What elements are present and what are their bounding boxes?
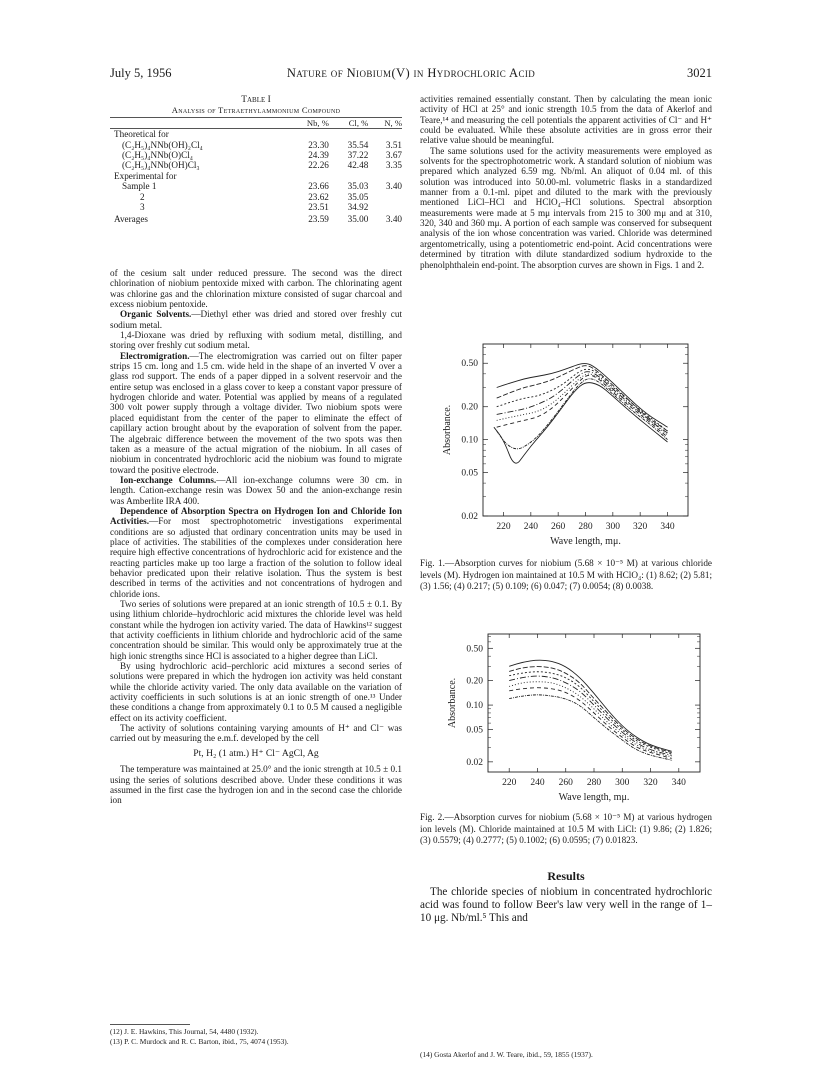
header-date: July 5, 1956 bbox=[110, 66, 172, 80]
series-line bbox=[509, 672, 672, 754]
plot-frame bbox=[488, 634, 700, 772]
x-tick-label: 300 bbox=[615, 778, 630, 788]
x-tick-label: 220 bbox=[496, 522, 511, 532]
row-label: 2 bbox=[140, 191, 145, 202]
footnote-13: (13) P. C. Murdock and R. C. Barton, ibid., 75, 4074 (1953). bbox=[110, 1037, 289, 1046]
row-label: Sample 1 bbox=[122, 181, 157, 192]
y-tick-label: 0.20 bbox=[466, 676, 483, 687]
y-tick-label: 0.10 bbox=[466, 701, 483, 712]
paragraph: of the cesium salt under reduced pressure. The second was the direct chlorination of niobium pentoxide mixed with carbon. The chlorinating agent was chlorine gas and the chlorination mixture consisted of sugar charcoal and excess niobium pentoxide. bbox=[110, 268, 402, 310]
cell-n: 3.40 bbox=[385, 181, 402, 192]
x-tick-label: 280 bbox=[586, 778, 602, 788]
right-column bbox=[420, 94, 712, 270]
footnote-rule bbox=[110, 1024, 190, 1025]
results-section bbox=[420, 886, 712, 926]
paragraph: 1,4-Dioxane was dried by refluxing with sodium metal, distilling, and storing over freshly cut sodium metal. bbox=[110, 330, 402, 351]
col-header-cl: Cl, % bbox=[348, 117, 369, 128]
cell-cl: 42.48 bbox=[347, 160, 369, 171]
paragraph: Ion-exchange Columns.—All ion-exchange columns were 30 cm. in length. Cation-exchange resin was Dowex 50 and the anion-exchange resin was Amberlite IRA 400. bbox=[110, 474, 402, 506]
cell-cl: 35.00 bbox=[347, 214, 369, 225]
table-1 bbox=[110, 95, 402, 225]
figure-1-caption: Fig. 1.—Absorption curves for niobium (5.68 × 10⁻⁵ M) at various chloride levels (M). Hydrogen ion maintained at 10.5 M with HClO₄: (1) 8.62; (2) 5.81; (3) 1.56; (4) 0.217; (5) 0.109; (6) 0.047; (7) 0.0054; (8) 0.0038. bbox=[420, 558, 712, 592]
cell-n: 3.51 bbox=[385, 139, 402, 150]
series-line bbox=[497, 379, 668, 449]
series-line bbox=[509, 688, 672, 759]
col-header-n: N, % bbox=[384, 117, 402, 128]
y-tick-label: 0.10 bbox=[461, 435, 478, 446]
col-header-nb: Nb, % bbox=[306, 117, 329, 128]
figure-1-chart bbox=[440, 340, 700, 560]
y-tick-label: 0.50 bbox=[466, 644, 483, 655]
paragraph: By using hydrochloric acid–perchloric acid mixtures a second series of solutions were prepared in which the hydrogen ion activity was held constant while the chloride activity varied. The only data available on the variation of activity coefficients in such solutions is at an ionic strength of one.¹³ Under these conditions a change from approximately 0.1 to 0.5 M caused a negligible effect on its activity coefficient. bbox=[110, 661, 402, 723]
table-header-row bbox=[110, 117, 402, 128]
footnote-12: (12) J. E. Hawkins, This Journal, 54, 4480 (1932). bbox=[110, 1027, 259, 1036]
cell-n bbox=[368, 129, 402, 140]
cell-nb bbox=[287, 171, 329, 181]
cell-nb: 23.30 bbox=[308, 139, 329, 150]
table-body bbox=[110, 129, 402, 225]
table-row bbox=[110, 192, 402, 202]
x-tick-label: 260 bbox=[551, 522, 566, 532]
figure-2-caption: Fig. 2.—Absorption curves for niobium (5.68 × 10⁻⁵ M) at various hydrogen ion levels (M). Chloride maintained at 10.5 M with LiCl: (1) 9.86; (2) 1.826; (3) 0.5579; (4) 0.2777; (5) 0.1002; (6) 0.0595; (7) 0.01823. bbox=[420, 812, 712, 846]
footnotes-right bbox=[420, 1050, 712, 1060]
footnotes-left bbox=[110, 1024, 402, 1047]
y-tick-label: 0.02 bbox=[466, 757, 483, 768]
x-tick-label: 280 bbox=[578, 522, 593, 532]
table-subtitle: Analysis of Tetraethylammonium Compound bbox=[171, 105, 341, 116]
x-tick-label: 320 bbox=[643, 778, 658, 788]
row-label: Experimental for bbox=[114, 170, 177, 181]
cell-n: 3.67 bbox=[385, 150, 402, 161]
figure-2-chart bbox=[440, 630, 712, 810]
cell-nb: 24.39 bbox=[308, 150, 329, 161]
cell-equation: Pt, H₂ (1 atm.) H⁺ Cl⁻ AgCl, Ag bbox=[193, 747, 319, 759]
paragraph: Electromigration.—The electromigration was carried out on filter paper strips 15 cm. long and 1.5 cm. wide held in the shape of an inverted V over a glass rod support. The ends of a paper dipped in a solvent reservoir and the entire setup was enclosed in a glass cover to keep a constant vapor pressure of hydrogen chloride and water. Potential was applied by means of a regulated 300 volt power supply through a voltage divider. Two niobium spots were placed equidistant from the center of the paper to eliminate the effect of capillary action brought about by the evaporation of solvent from the paper. The algebraic difference between the movement of the two spots was then taken as a measure of the actual migration of the niobium. In all cases of niobium in concentrated hydrochloric acid the niobium was found to migrate toward the positive electrode. bbox=[110, 350, 402, 475]
run-in-heading: Organic Solvents. bbox=[120, 309, 192, 320]
y-tick-label: 0.20 bbox=[461, 402, 478, 413]
paragraph: Organic Solvents.—Diethyl ether was dried and stored over freshly cut sodium metal. bbox=[110, 309, 402, 330]
x-tick-label: 300 bbox=[605, 522, 620, 532]
cell-nb: 23.66 bbox=[308, 181, 329, 192]
x-axis-label: Wave length, mμ. bbox=[550, 536, 621, 547]
table-row bbox=[110, 202, 402, 212]
paragraph: The temperature was maintained at 25.0° and the ionic strength at 10.5 ± 0.1 using the series of solutions described above. Under these conditions it was assumed in the first case the hydrogen ion and in the second case the chloride ion bbox=[110, 764, 402, 806]
cell-n: 3.35 bbox=[385, 160, 402, 171]
paragraph: The activity of solutions containing varying amounts of H⁺ and Cl⁻ was carried out by measuring the e.m.f. developed by the cell bbox=[110, 723, 402, 744]
x-tick-label: 320 bbox=[633, 522, 648, 532]
cell-nb: 22.26 bbox=[308, 160, 329, 171]
cell-cl bbox=[329, 171, 368, 181]
cell-nb: 23.59 bbox=[308, 214, 329, 225]
running-header bbox=[110, 66, 712, 84]
y-tick-label: 0.50 bbox=[461, 359, 478, 370]
cell-nb bbox=[287, 129, 329, 140]
x-tick-label: 260 bbox=[558, 778, 573, 788]
cell-cl: 34.92 bbox=[347, 202, 369, 213]
cell-n bbox=[368, 202, 402, 212]
analysis-table bbox=[110, 117, 402, 225]
x-axis-label: Wave length, mμ. bbox=[558, 792, 630, 803]
y-axis-label: Absorbance. bbox=[442, 404, 453, 456]
paragraph: The chloride species of niobium in concentrated hydrochloric acid was found to follow Beer's law very well in the range of 1–10 μg. Nb/ml.⁵ This and bbox=[420, 886, 712, 925]
header-page-number: 3021 bbox=[687, 66, 712, 80]
cell-n bbox=[368, 192, 402, 202]
cell-cl: 35.54 bbox=[347, 139, 369, 150]
results-heading: Results bbox=[547, 869, 585, 883]
cell-cl bbox=[329, 129, 368, 140]
x-tick-label: 240 bbox=[530, 778, 545, 788]
row-label: (C₂H₅)₄NNb(OH)₂Cl₄ bbox=[122, 139, 203, 150]
x-tick-label: 240 bbox=[523, 522, 538, 532]
y-tick-label: 0.05 bbox=[466, 725, 483, 736]
y-axis-label: Absorbance. bbox=[447, 677, 458, 729]
footnote-14: (14) Gosta Akerlof and J. W. Teare, ibid., 59, 1855 (1937). bbox=[420, 1050, 593, 1059]
y-tick-label: 0.02 bbox=[461, 512, 478, 522]
series-line bbox=[497, 372, 668, 433]
row-label: (C₂H₅)₄NNb(O)Cl₄ bbox=[122, 150, 193, 161]
paragraph: activities remained essentially constant. Then by calculating the mean ionic activity of HCl at 25° and ionic strength 10.5 from the data of Akerlof and Teare,¹⁴ and measuring the cell potentials the apparent activities of Cl⁻ and H⁺ could be evaluated. While these absolute activities are in gross error their relative value should be meaningful. bbox=[420, 94, 712, 146]
left-column bbox=[110, 268, 402, 806]
x-tick-label: 340 bbox=[671, 778, 686, 788]
cell-cl: 37.22 bbox=[347, 150, 369, 161]
table-title: Table I bbox=[241, 95, 271, 105]
paragraph: The same solutions used for the activity measurements were employed as solvents for the spectrophotometric work. A standard solution of niobium was prepared which analyzed 6.59 mg. Nb/ml. An aliquot of 0.04 ml. of this solution was introduced into 50.00-ml. volumetric flasks in a standardized manner from a 0.1-ml. pipet and diluted to the mark with the previously mentioned LiCl–HCl and HClO₄–HCl solutions. Spectral absorption measurements were made at 5 mμ intervals from 215 to 300 mμ and at 310, 320, 340 and 360 mμ. A portion of each sample was conserved for subsequent analysis of the ion whose concentration was varied. Chloride was determined argentometrically, using a potentiometric end-point. Acid concentrations were determined by titration with dilute standardized sodium hydroxide to the phenolphthalein end-point. The absorption curves are shown in Figs. 1 and 2. bbox=[420, 145, 712, 270]
cell-cl: 35.05 bbox=[347, 191, 369, 202]
series-line bbox=[494, 383, 668, 463]
row-label: 3 bbox=[140, 202, 145, 213]
table-row bbox=[110, 150, 402, 160]
run-in-heading: Ion-exchange Columns. bbox=[120, 474, 217, 485]
paragraph: Two series of solutions were prepared at an ionic strength of 10.5 ± 0.1. By using lithium chloride–hydrochloric acid mixtures the chloride level was held constant while the hydrogen ion activity varied. The data of Hawkins¹² suggest that activity coefficients in lithium chloride and hydrochloric acid of the same concentration should be similar. This would only be approximately true at the high ionic strengths since HCl is associated to a higher degree than LiCl. bbox=[110, 599, 402, 661]
table-row bbox=[110, 160, 402, 170]
row-label: (C₂H₅)₄NNb(OH)Cl₃ bbox=[122, 160, 200, 171]
paragraph: Dependence of Absorption Spectra on Hydrogen Ion and Chloride Ion Activities.—For most spectrophotometric investigations experimental conditions are so adjusted that ordinary concentration units may be used in place of activities. The stabilities of the complexes under consideration here require high effective concentrations of hydrochloric acid for existence and the reacting particles make up too large a fraction of the solution to follow ideal behavior predicated upon their relative isolation. Thus the system is best described in terms of the activities and not concentrations of hydrogen and chloride ions. bbox=[110, 505, 402, 599]
cell-n: 3.40 bbox=[385, 214, 402, 225]
x-tick-label: 220 bbox=[502, 778, 517, 788]
cell-cl: 35.03 bbox=[347, 181, 369, 192]
cell-nb: 23.62 bbox=[308, 191, 329, 202]
table-row bbox=[110, 181, 402, 191]
row-label: Theoretical for bbox=[114, 129, 169, 140]
series-line bbox=[509, 660, 672, 751]
series-line bbox=[509, 695, 672, 760]
table-row bbox=[110, 212, 402, 224]
run-in-heading: Dependence of Absorption Spectra on Hydrogen Ion and Chloride Ion Activities. bbox=[110, 505, 402, 527]
table-row bbox=[110, 171, 402, 181]
cell-n bbox=[368, 171, 402, 181]
row-label: Averages bbox=[114, 214, 149, 225]
run-in-heading: Electromigration. bbox=[120, 350, 190, 361]
table-row bbox=[110, 129, 402, 140]
header-title: Nature of Niobium(V) in Hydrochloric Acid bbox=[286, 66, 536, 80]
y-tick-label: 0.05 bbox=[461, 468, 478, 479]
x-tick-label: 340 bbox=[660, 522, 675, 532]
table-row bbox=[110, 140, 402, 150]
series-line bbox=[497, 374, 668, 435]
cell-nb: 23.51 bbox=[308, 202, 329, 213]
